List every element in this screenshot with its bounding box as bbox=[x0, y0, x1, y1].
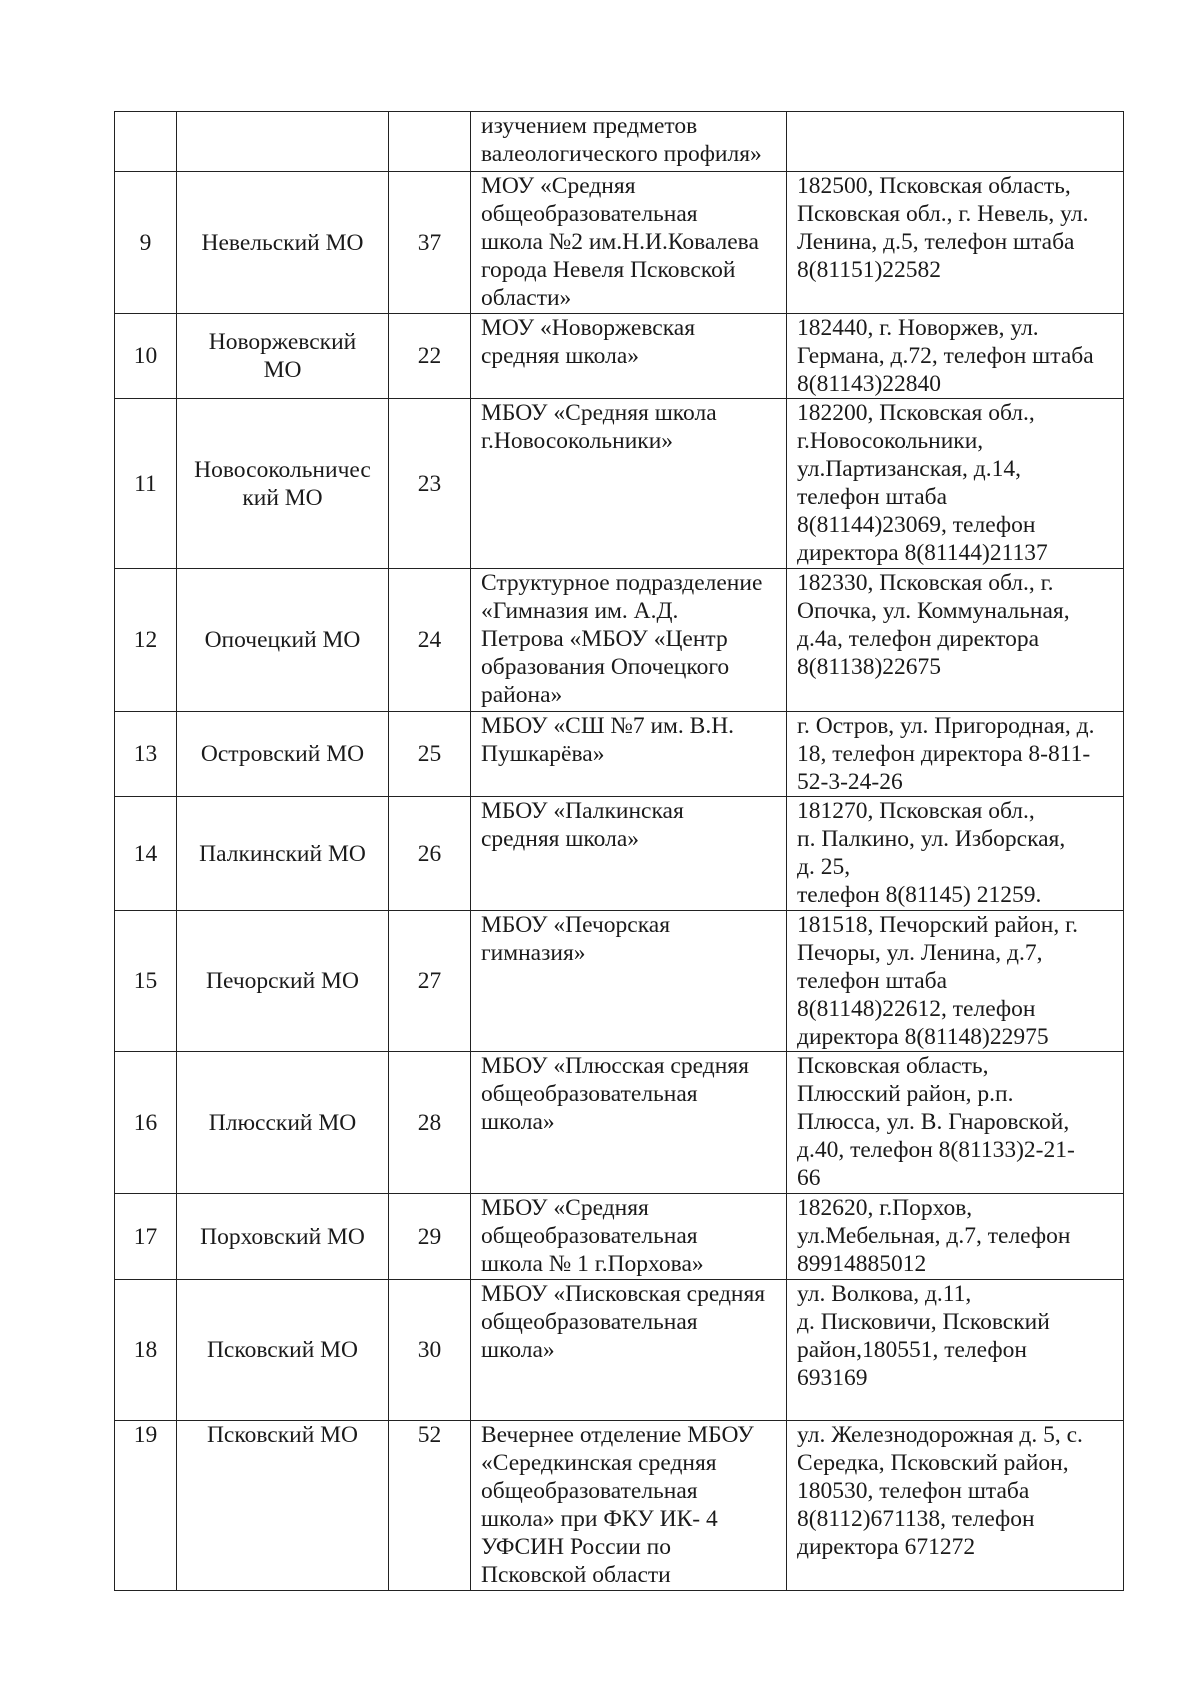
table-row bbox=[115, 314, 1124, 399]
address-cell bbox=[787, 112, 1124, 172]
school-cell: МБОУ «Писковская средняя общеобразовательная школа» bbox=[471, 1280, 787, 1421]
row-number-cell: 16 bbox=[115, 1052, 177, 1194]
code-cell: 37 bbox=[389, 172, 471, 314]
row-number-cell: 10 bbox=[115, 314, 177, 399]
row-number-cell: 17 bbox=[115, 1194, 177, 1280]
municipality-cell: Невельский МО bbox=[177, 172, 389, 314]
address-cell: г. Остров, ул. Пригородная, д. 18, телефон директора 8-811- 52-3-24-26 bbox=[787, 712, 1124, 797]
table-row bbox=[115, 712, 1124, 797]
table-row bbox=[115, 1421, 1124, 1591]
school-cell: МБОУ «Плюсская средняя общеобразовательная школа» bbox=[471, 1052, 787, 1194]
municipality-cell bbox=[177, 112, 389, 172]
code-cell: 23 bbox=[389, 399, 471, 569]
municipality-cell: Плюсский МО bbox=[177, 1052, 389, 1194]
code-cell: 22 bbox=[389, 314, 471, 399]
address-cell: 181270, Псковская обл., п. Палкино, ул. Изборская, д. 25, телефон 8(81145) 21259. bbox=[787, 797, 1124, 911]
table-row bbox=[115, 172, 1124, 314]
municipality-cell: Опочецкий МО bbox=[177, 569, 389, 712]
row-number-cell: 12 bbox=[115, 569, 177, 712]
table-row bbox=[115, 569, 1124, 712]
address-cell: 182500, Псковская область, Псковская обл., г. Невель, ул. Ленина, д.5, телефон штаба 8(81151)22582 bbox=[787, 172, 1124, 314]
table-row bbox=[115, 1194, 1124, 1280]
code-cell: 26 bbox=[389, 797, 471, 911]
school-cell: Вечернее отделение МБОУ «Середкинская средняя общеобразовательная школа» при ФКУ ИК- 4 УФСИН России по Псковской области bbox=[471, 1421, 787, 1591]
municipality-cell: Палкинский МО bbox=[177, 797, 389, 911]
code-cell: 52 bbox=[389, 1421, 471, 1591]
school-cell: МОУ «Новоржевская средняя школа» bbox=[471, 314, 787, 399]
municipality-cell: Новоржевский МО bbox=[177, 314, 389, 399]
address-cell: 182620, г.Порхов, ул.Мебельная, д.7, телефон 89914885012 bbox=[787, 1194, 1124, 1280]
table-row bbox=[115, 1052, 1124, 1194]
municipality-cell: Псковский МО bbox=[177, 1280, 389, 1421]
school-cell: МБОУ «Печорская гимназия» bbox=[471, 911, 787, 1052]
row-number-cell: 9 bbox=[115, 172, 177, 314]
address-cell: 182200, Псковская обл., г.Новосокольники, ул.Партизанская, д.14, телефон штаба 8(81144)23069, телефон директора 8(81144)21137 bbox=[787, 399, 1124, 569]
table-row bbox=[115, 911, 1124, 1052]
table-row bbox=[115, 399, 1124, 569]
school-cell: МБОУ «СШ №7 им. В.Н. Пушкарёва» bbox=[471, 712, 787, 797]
table-row bbox=[115, 112, 1124, 172]
row-number-cell bbox=[115, 112, 177, 172]
school-cell: МОУ «Средняя общеобразовательная школа №2 им.Н.И.Ковалева города Невеля Псковской области» bbox=[471, 172, 787, 314]
school-cell: Структурное подразделение «Гимназия им. А.Д. Петрова «МБОУ «Центр образования Опочецкого района» bbox=[471, 569, 787, 712]
row-number-cell: 14 bbox=[115, 797, 177, 911]
table-row bbox=[115, 797, 1124, 911]
address-cell: ул. Волкова, д.11, д. Писковичи, Псковский район,180551, телефон 693169 bbox=[787, 1280, 1124, 1421]
code-cell: 27 bbox=[389, 911, 471, 1052]
schools-table bbox=[114, 111, 1124, 1591]
school-cell: МБОУ «Палкинская средняя школа» bbox=[471, 797, 787, 911]
row-number-cell: 19 bbox=[115, 1421, 177, 1591]
row-number-cell: 13 bbox=[115, 712, 177, 797]
school-cell: МБОУ «Средняя школа г.Новосокольники» bbox=[471, 399, 787, 569]
municipality-cell: Новосокольничес кий МО bbox=[177, 399, 389, 569]
code-cell: 30 bbox=[389, 1280, 471, 1421]
row-number-cell: 11 bbox=[115, 399, 177, 569]
code-cell: 24 bbox=[389, 569, 471, 712]
code-cell bbox=[389, 112, 471, 172]
municipality-cell: Порховский МО bbox=[177, 1194, 389, 1280]
address-cell: 182330, Псковская обл., г. Опочка, ул. Коммунальная, д.4а, телефон директора 8(81138)22675 bbox=[787, 569, 1124, 712]
row-number-cell: 18 bbox=[115, 1280, 177, 1421]
municipality-cell: Псковский МО bbox=[177, 1421, 389, 1591]
address-cell: 182440, г. Новоржев, ул. Германа, д.72, телефон штаба 8(81143)22840 bbox=[787, 314, 1124, 399]
address-cell: 181518, Печорский район, г. Печоры, ул. Ленина, д.7, телефон штаба 8(81148)22612, телефон директора 8(81148)22975 bbox=[787, 911, 1124, 1052]
school-cell: изучением предметов валеологического профиля» bbox=[471, 112, 787, 172]
address-cell: ул. Железнодорожная д. 5, с. Середка, Псковский район, 180530, телефон штаба 8(8112)671138, телефон директора 671272 bbox=[787, 1421, 1124, 1591]
code-cell: 25 bbox=[389, 712, 471, 797]
address-cell: Псковская область, Плюсский район, р.п. Плюсса, ул. В. Гнаровской, д.40, телефон 8(81133)2-21- 66 bbox=[787, 1052, 1124, 1194]
municipality-cell: Печорский МО bbox=[177, 911, 389, 1052]
table-row bbox=[115, 1280, 1124, 1421]
row-number-cell: 15 bbox=[115, 911, 177, 1052]
code-cell: 28 bbox=[389, 1052, 471, 1194]
school-cell: МБОУ «Средняя общеобразовательная школа № 1 г.Порхова» bbox=[471, 1194, 787, 1280]
municipality-cell: Островский МО bbox=[177, 712, 389, 797]
code-cell: 29 bbox=[389, 1194, 471, 1280]
